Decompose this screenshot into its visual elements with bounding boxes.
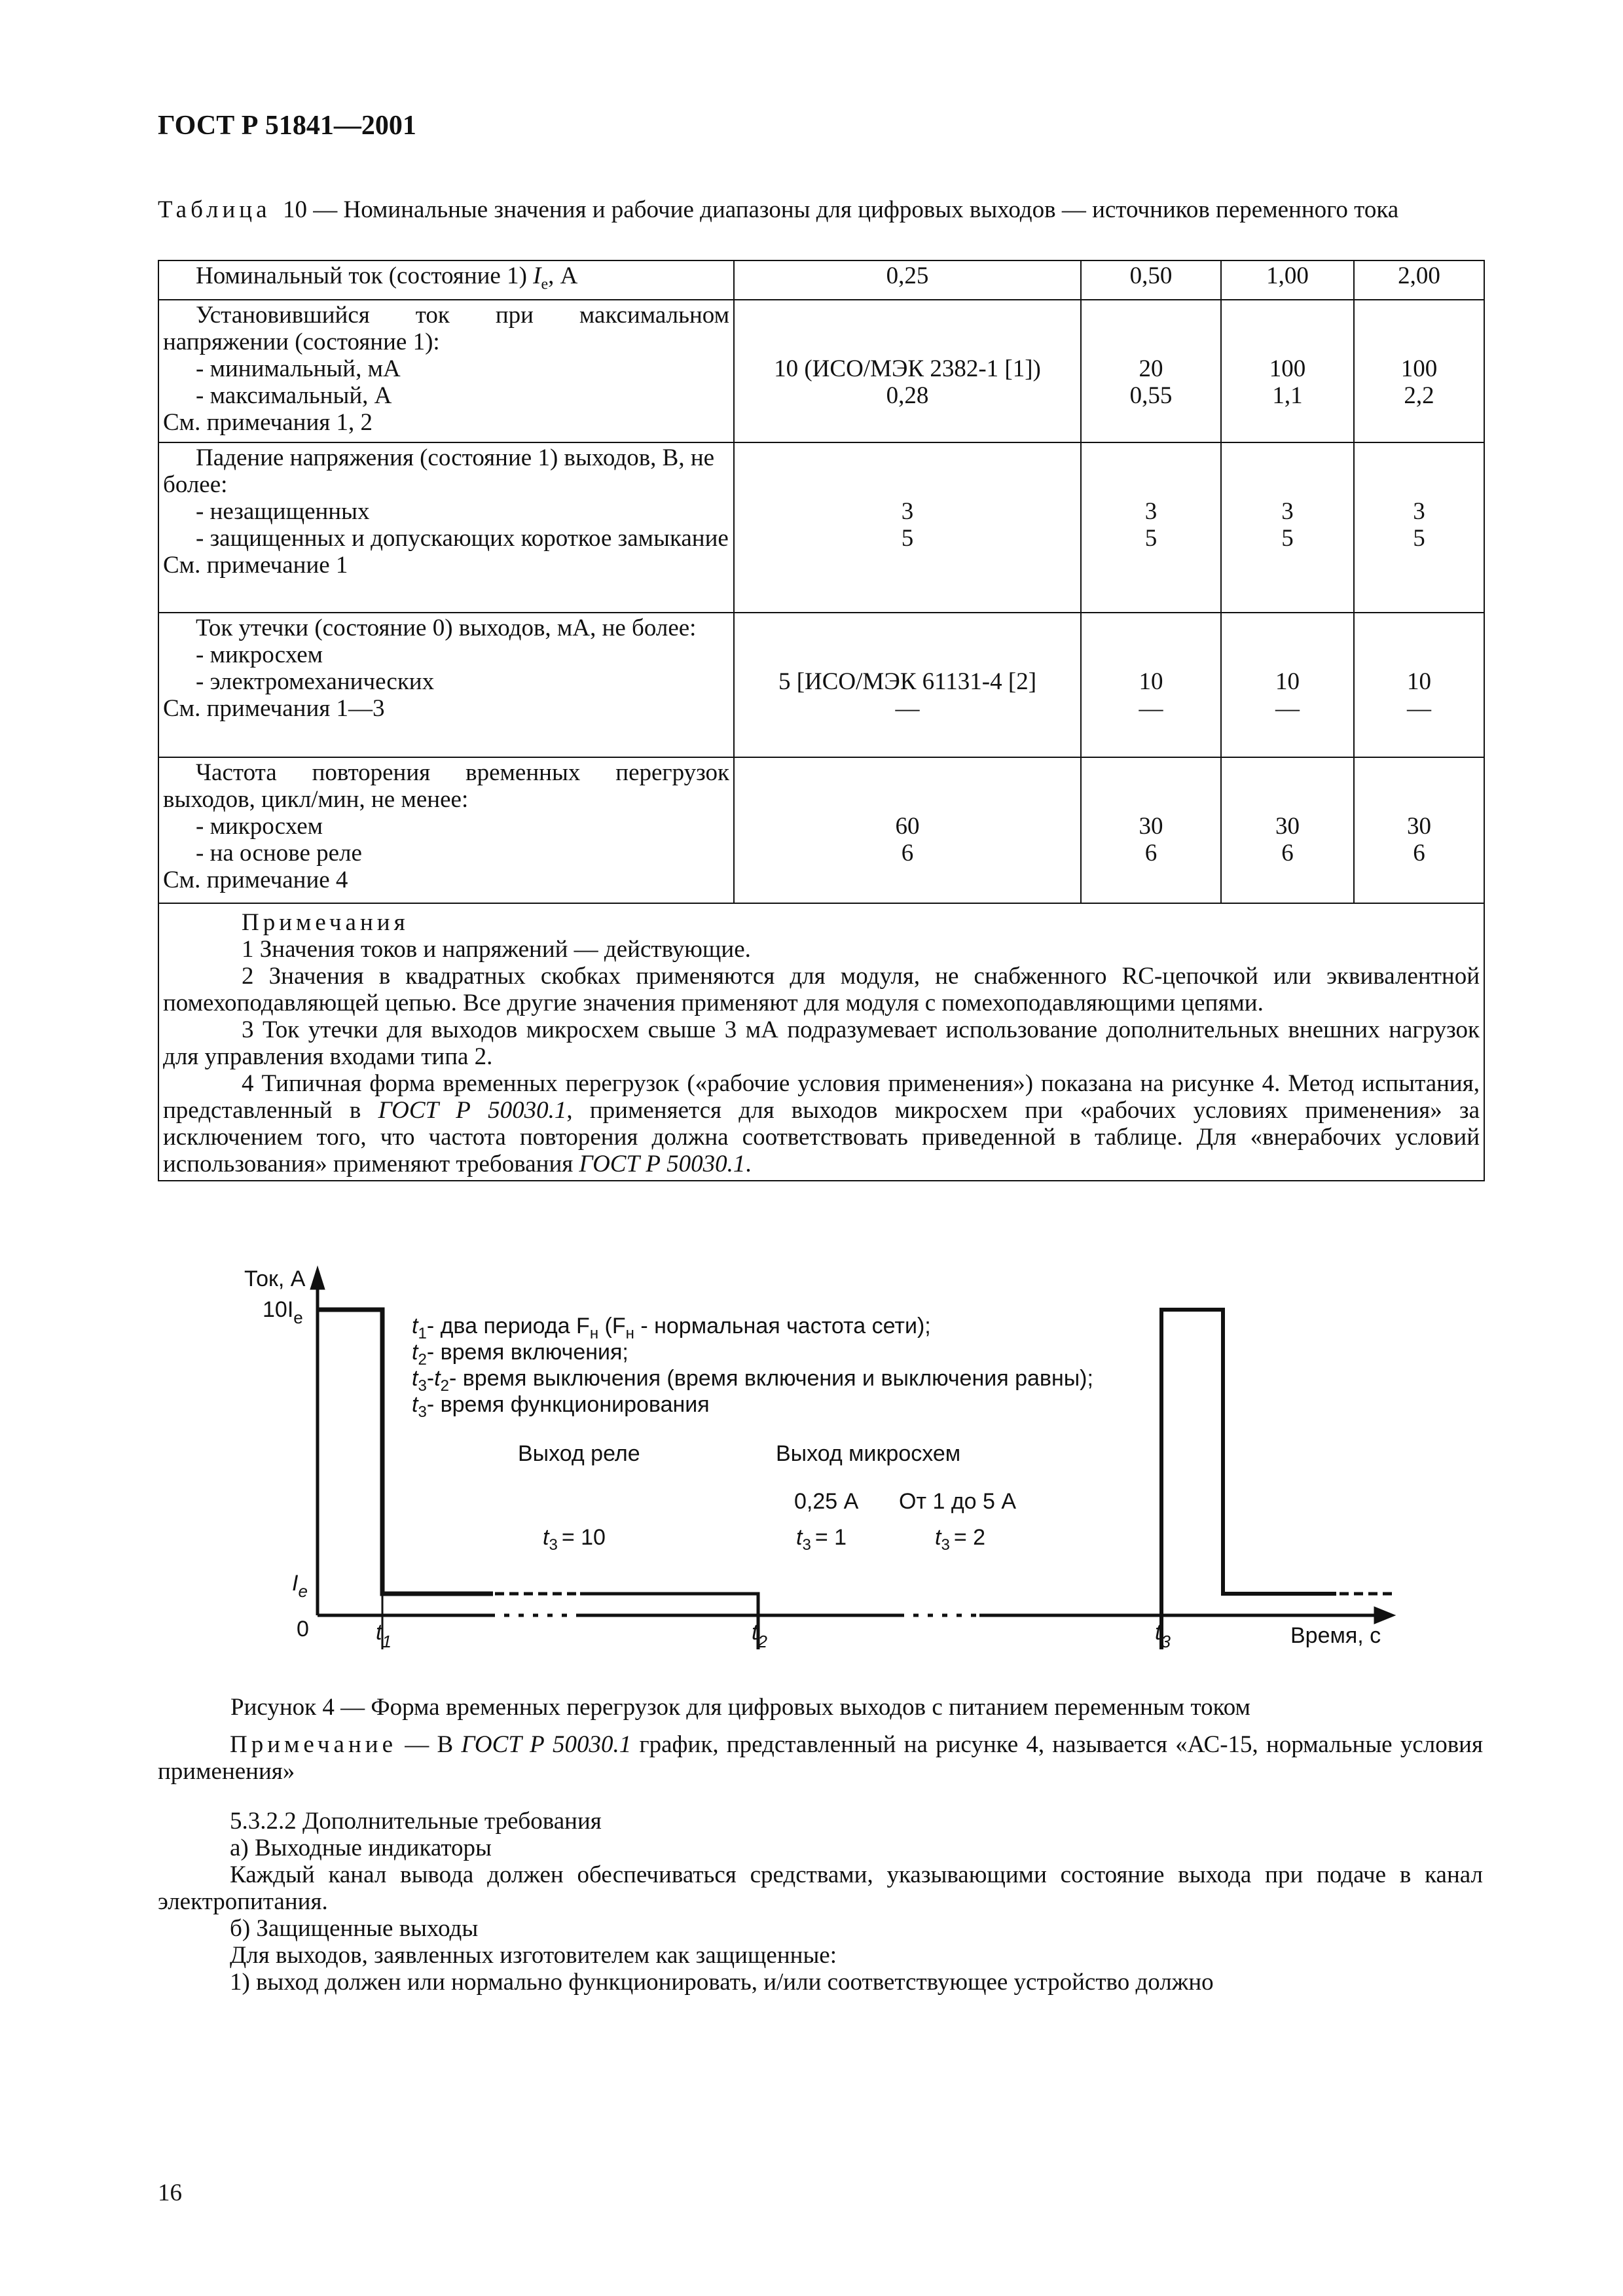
value: 6 xyxy=(1281,840,1294,867)
value: 2,2 xyxy=(1404,382,1434,410)
value: 5 xyxy=(1144,525,1158,552)
legend-t3-t2: $t_3-t_2-$ время выключения (время включения и выключения равны); xyxy=(412,1366,1093,1395)
cell xyxy=(1221,613,1354,757)
value: 6 xyxy=(901,840,914,867)
row-label xyxy=(158,613,734,757)
value: 10 xyxy=(1407,668,1431,696)
cell xyxy=(1354,757,1484,903)
y-tick-zero: 0 xyxy=(297,1617,309,1641)
note-item: 2 Значения в квадратных скобках применяются для модуля, не снабженного RC-цепочкой или эквивалентной помехоподавляющей цепью. Все другие значения применяют для модуля с помехоподавляющими цепями. xyxy=(163,963,1480,1017)
row-item: - минимальный, мА xyxy=(196,355,401,383)
note4-text: . xyxy=(745,1151,752,1178)
value: 100 xyxy=(1269,355,1306,383)
value: 3 xyxy=(1281,498,1294,526)
row-item: - на основе реле xyxy=(196,840,362,867)
cell xyxy=(1354,613,1484,757)
row-title: Установившийся ток при максимальном напряжении (состояние 1): xyxy=(163,302,729,356)
table-header-row xyxy=(158,260,1484,300)
legend-t1: $t_1-$ два периода $F_н$ ($F_н$ - нормальная частота сети); xyxy=(412,1314,931,1342)
value: 30 xyxy=(1407,813,1431,840)
chip-a-t3: $t_3 = 1$ xyxy=(796,1525,847,1554)
header-value: 2,00 xyxy=(1354,260,1484,300)
cell xyxy=(1354,300,1484,442)
y-tick-10ie: $10I_e$ xyxy=(263,1297,303,1327)
value: 3 xyxy=(1413,498,1425,526)
note-item xyxy=(163,1070,1480,1177)
legend-t3: $t_3-$ время функционирования xyxy=(412,1392,710,1421)
chip-current-a: 0,25 А xyxy=(794,1489,859,1514)
header-label: Номинальный ток (состояние 1) xyxy=(196,262,534,289)
value: — xyxy=(1407,695,1431,723)
row-item: - микросхем xyxy=(196,641,323,669)
chip-output-title: Выход микросхем xyxy=(776,1441,961,1466)
value: 3 xyxy=(1144,498,1158,526)
header-cell xyxy=(158,260,734,300)
x-tick-t1: $t_1$ xyxy=(376,1620,392,1651)
row-item: - незащищенных xyxy=(196,498,370,526)
y-axis-label: Ток, А xyxy=(244,1266,306,1291)
value: 5 [ИСО/МЭК 61131-4 [2] xyxy=(778,668,1037,696)
row-item: - защищенных и допускающих короткое замыкание xyxy=(196,525,729,552)
row-label xyxy=(158,300,734,442)
cell xyxy=(1354,442,1484,613)
header-symbol: I xyxy=(533,262,541,289)
header-value: 0,25 xyxy=(734,260,1081,300)
table-notes-row xyxy=(158,903,1484,1181)
x-axis-label: Время, с xyxy=(1290,1623,1381,1648)
cell xyxy=(1221,442,1354,613)
note-item: 1 Значения токов и напряжений — действующие. xyxy=(242,936,751,963)
header-subscript: e xyxy=(541,276,549,293)
cell xyxy=(1081,300,1221,442)
value: — xyxy=(895,695,920,723)
note-label: Примечание xyxy=(230,1731,397,1758)
cell xyxy=(1081,613,1221,757)
value: — xyxy=(1275,695,1300,723)
x-tick-t2: $t_2$ xyxy=(752,1620,767,1651)
cell xyxy=(734,613,1081,757)
row-title: Ток утечки (состояние 0) выходов, мА, не более: xyxy=(196,615,697,642)
row-note: См. примечание 1 xyxy=(163,552,348,579)
relay-output-title: Выход реле xyxy=(518,1441,640,1466)
value: 6 xyxy=(1413,840,1425,867)
pulse-2 xyxy=(1161,1310,1336,1649)
table-label: Таблица xyxy=(158,196,271,223)
value: 30 xyxy=(1139,813,1163,840)
row-item: - электромеханических xyxy=(196,668,435,696)
value: 6 xyxy=(1144,840,1158,867)
table-notes xyxy=(158,903,1484,1181)
notes-title: Примечания xyxy=(242,909,409,937)
table-row xyxy=(158,613,1484,757)
header-value: 1,00 xyxy=(1221,260,1354,300)
cell xyxy=(1221,300,1354,442)
value: 10 (ИСО/МЭК 2382-1 [1]) xyxy=(774,355,1041,383)
y-tick-ie: $I_e$ xyxy=(292,1571,308,1601)
cell xyxy=(734,300,1081,442)
row-note: См. примечания 1, 2 xyxy=(163,409,373,437)
relay-t3: $t_3 = 10$ xyxy=(543,1525,606,1554)
legend-t2: $t_2-$ время включения; xyxy=(412,1340,629,1369)
value: 0,28 xyxy=(886,382,929,410)
cell xyxy=(1081,757,1221,903)
table-row xyxy=(158,757,1484,903)
paragraph: Каждый канал вывода должен обеспечиваться средствами, указывающими состояние выхода при подаче в канал электропитания. xyxy=(158,1861,1483,1915)
standard-ref: ГОСТ Р 50030.1 xyxy=(461,1731,632,1758)
row-note: См. примечание 4 xyxy=(163,867,348,894)
value: 20 xyxy=(1139,355,1163,383)
value: 30 xyxy=(1275,813,1300,840)
note-text: график, представленный на рисунке 4, называется «АС-15, нормальные условия применения» xyxy=(158,1731,1484,1785)
row-item: - максимальный, А xyxy=(196,382,392,410)
section-heading: 5.3.2.2 Дополнительные требования xyxy=(230,1808,602,1835)
table-title: 10 — Номинальные значения и рабочие диапазоны для цифровых выходов — источников переменного тока xyxy=(283,196,1399,223)
value: 5 xyxy=(901,525,914,552)
row-item: - микросхем xyxy=(196,813,323,840)
note-text: — В xyxy=(397,1731,462,1758)
note4-text: , применяется для выходов микросхем при «рабочих условиях применения» за исключением того, что частота повторения должна соответствовать приведенной в таблице. Для «внерабочих условий использования» применяют требования xyxy=(163,1097,1480,1178)
value: 5 xyxy=(1281,525,1294,552)
value: 60 xyxy=(895,813,920,840)
paragraph: Для выходов, заявленных изготовителем как защищенные: xyxy=(230,1942,837,1969)
table-caption xyxy=(158,196,1483,223)
table-row xyxy=(158,442,1484,613)
note-item: 3 Ток утечки для выходов микросхем свыше 3 мА подразумевает использование дополнительных внешних нагрузок для управления входами типа 2. xyxy=(163,1016,1480,1071)
value: 5 xyxy=(1413,525,1425,552)
cell xyxy=(1081,442,1221,613)
overload-waveform-figure xyxy=(158,1257,1434,1682)
subsection-heading: а) Выходные индикаторы xyxy=(230,1835,492,1861)
cell xyxy=(734,757,1081,903)
header-value: 0,50 xyxy=(1081,260,1221,300)
row-title: Падение напряжения (состояние 1) выходов, В, не более: xyxy=(163,444,715,499)
y-axis-arrow-icon xyxy=(310,1266,325,1289)
value: 10 xyxy=(1275,668,1300,696)
figure-note xyxy=(158,1731,1483,1785)
spec-table xyxy=(158,260,1485,1181)
standard-ref: ГОСТ Р 50030.1 xyxy=(579,1151,746,1178)
chip-b-t3: $t_3 = 2$ xyxy=(935,1525,986,1554)
row-label xyxy=(158,442,734,613)
table-row xyxy=(158,300,1484,442)
note4-text: 4 Типичная форма временных перегрузок («рабочие условия применения») показана на рисунке 4. Метод испытания, представленный в xyxy=(163,1070,1480,1124)
value: 1,1 xyxy=(1272,382,1303,410)
cell xyxy=(734,442,1081,613)
value: 100 xyxy=(1400,355,1438,383)
cell xyxy=(1221,757,1354,903)
paragraph: 1) выход должен или нормально функционировать, и/или соответствующее устройство должно xyxy=(230,1969,1214,1996)
value: — xyxy=(1139,695,1163,723)
page-number: 16 xyxy=(158,2179,182,2206)
value: 0,55 xyxy=(1129,382,1173,410)
x-axis-arrow-icon xyxy=(1374,1607,1395,1624)
subsection-heading: б) Защищенные выходы xyxy=(230,1915,479,1942)
document-header: ГОСТ Р 51841—2001 xyxy=(158,111,416,141)
on-segment xyxy=(580,1594,758,1649)
value: 3 xyxy=(901,498,914,526)
body-text xyxy=(158,1808,1483,1996)
row-note: См. примечания 1—3 xyxy=(163,695,385,723)
row-label xyxy=(158,757,734,903)
standard-ref: ГОСТ Р 50030.1 xyxy=(378,1097,567,1124)
header-unit: , А xyxy=(548,262,578,289)
row-title: Частота повторения временных перегрузок выходов, цикл/мин, не менее: xyxy=(163,759,729,814)
figure-caption: Рисунок 4 — Форма временных перегрузок для цифровых выходов с питанием переменным током xyxy=(230,1694,1250,1721)
chip-current-b: От 1 до 5 А xyxy=(899,1489,1017,1514)
x-tick-t3: $t_3$ xyxy=(1155,1620,1171,1651)
value: 10 xyxy=(1139,668,1163,696)
